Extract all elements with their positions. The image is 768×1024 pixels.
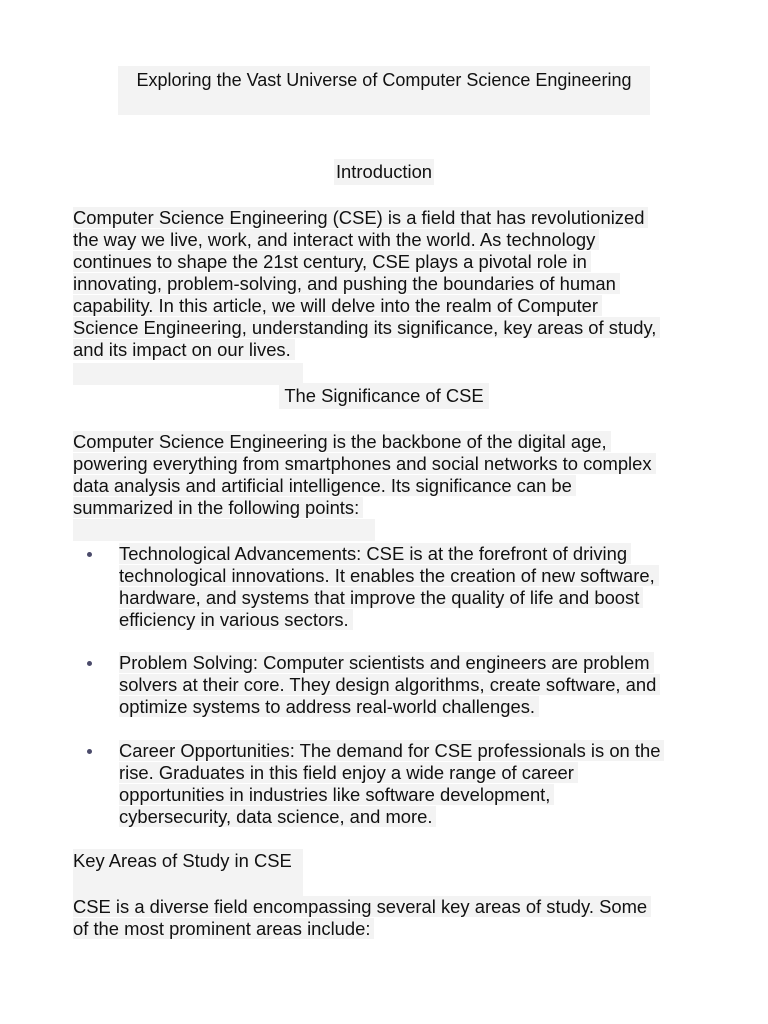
key-areas-paragraph [73,896,703,940]
document-title: Exploring the Vast Universe of Computer Science Engineering [136,70,632,90]
significance-heading: The Significance of CSE [284,385,484,406]
paragraph-line: Science Engineering, understanding its significance, key areas of study, [73,317,703,339]
significance-heading-block [279,383,489,409]
paragraph-line: of the most prominent areas include: [73,918,703,940]
introduction-paragraph [73,207,703,361]
paragraph-line: Computer Science Engineering (CSE) is a field that has revolutionized [73,207,703,229]
list-item: Technological Advancements: CSE is at the forefront of driving technological innovations. It enables the creation of new software, hardware, and systems that improve the quality of life and boost efficiency in various sectors. [73,543,713,631]
paragraph-line: powering everything from smartphones and social networks to complex [73,453,703,475]
significance-bullet-list [73,740,713,828]
blank-line [73,519,375,541]
paragraph-line: CSE is a diverse field encompassing several key areas of study. Some [73,896,703,918]
paragraph-line: innovating, problem-solving, and pushing the boundaries of human [73,273,703,295]
blank-line [73,363,303,385]
paragraph-line: the way we live, work, and interact with the world. As technology [73,229,703,251]
paragraph-line: summarized in the following points: [73,497,703,519]
introduction-heading: Introduction [335,161,433,182]
paragraph-line: continues to shape the 21st century, CSE plays a pivotal role in [73,251,703,273]
paragraph-line: Computer Science Engineering is the backbone of the digital age, [73,431,703,453]
list-item: Problem Solving: Computer scientists and engineers are problem solvers at their core. They design algorithms, create software, and optimize systems to address real-world challenges. [73,652,713,718]
significance-bullet-list [73,543,713,631]
list-item: Career Opportunities: The demand for CSE professionals is on the rise. Graduates in this field enjoy a wide range of career opportunities in industries like software development, cybersecurity, data science, and more. [73,740,713,828]
introduction-heading-block [334,159,434,185]
document-title-block [118,66,650,115]
significance-bullet-list [73,652,713,718]
key-areas-heading-block [73,849,303,897]
bullet-icon [87,661,92,666]
key-areas-heading: Key Areas of Study in CSE [73,850,292,871]
paragraph-line: data analysis and artificial intelligence. Its significance can be [73,475,703,497]
bullet-icon [87,552,92,557]
paragraph-line: capability. In this article, we will delve into the realm of Computer [73,295,703,317]
significance-paragraph [73,431,703,519]
paragraph-line: and its impact on our lives. [73,339,703,361]
bullet-icon [87,749,92,754]
